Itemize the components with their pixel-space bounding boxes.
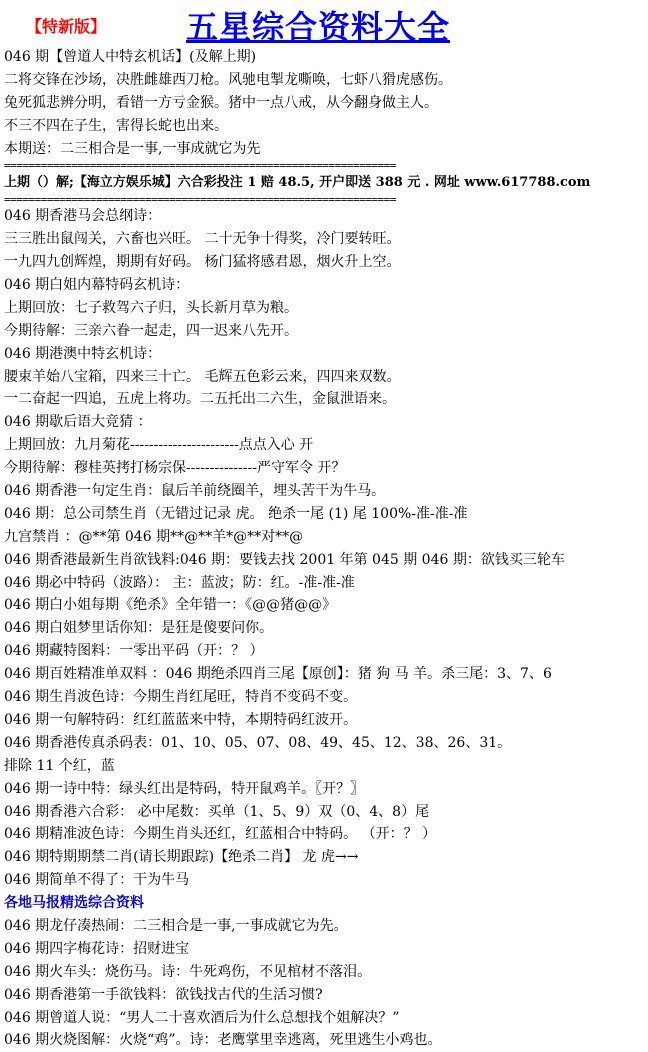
text-line: 046 期特期期禁二肖(请长期跟踪)【绝杀二肖】 龙 虎→→ bbox=[4, 849, 359, 866]
document-body bbox=[4, 46, 648, 1052]
text-line: 046 期曾道人说：“男人二十喜欢酒后为什么总想找个姐解决？” bbox=[4, 1009, 400, 1026]
text-line: 046 期香港传真杀码表：01、10、05、07、08、49、45、12、38、26、31。 bbox=[4, 734, 512, 751]
text-line: 046 期百姓精准单双料 ：046 期绝杀四肖三尾【原创】：猪 狗 马 羊。杀三尾：3、7、6 bbox=[4, 666, 552, 683]
advertisement-line: 上期（）解;【海立方娱乐城】六合彩投注 1 赔 48.5, 开户即送 388 元 . 网址 www.617788.com bbox=[4, 175, 591, 191]
text-line: 046 期：总公司禁生肖（无错过记录 虎。 绝杀一尾 (1) 尾 100%-准-准-准 bbox=[4, 505, 468, 522]
text-line: 今期待解：三亲六眷一起走，四一迟来八先开。 bbox=[4, 322, 298, 339]
page-title: 五星综合资料大全 bbox=[186, 8, 451, 46]
separator-line: ================================================================ bbox=[4, 194, 396, 206]
text-line: 046 期香港一句定生肖：鼠后羊前绕圈羊，埋头苦干为牛马。 bbox=[4, 483, 386, 500]
text-line: 二将交锋在沙场，决胜雌雄西刀枪。风驰电掣龙嘶唤，七虾八猾虎感伤。 bbox=[4, 71, 452, 88]
text-line: 上期回放：九月菊花-----------------------点点入心 开 bbox=[4, 437, 314, 454]
text-line: 046 期一句解特码：红红蓝蓝来中特，本期特码红波开。 bbox=[4, 711, 358, 728]
text-line: 046 期白姐梦里话你知：是狂是傻要问你。 bbox=[4, 620, 274, 637]
text-line: 046 期香港第一手欲钱料：欲钱找古代的生活习惯? bbox=[4, 986, 323, 1003]
text-line: 046 期藏特图料：一零出平码（开：？ ） bbox=[4, 643, 264, 660]
text-line: 三三胜出鼠闯关，六畜也兴旺。 二十无争十得奖，冷门要转旺。 bbox=[4, 231, 401, 248]
text-line: 本期送：二三相合是一事,一事成就它为先 bbox=[4, 140, 261, 157]
text-line: 不三不四在子生，害得长蛇也出来。 bbox=[4, 117, 228, 134]
text-line: 046 期龙仔凑热闹：二三相合是一事,一事成就它为先。 bbox=[4, 917, 348, 934]
text-line: 046 期香港最新生肖欲钱料:046 期：要钱去找 2001 年第 045 期 046 期：欲钱买三轮车 bbox=[4, 551, 565, 568]
text-line: 九宫禁肖 ：@**第 046 期**@**羊*@**对**@ bbox=[4, 528, 304, 545]
text-line: 046 期火烧图解：火烧“鸡”。诗：老鹰掌里幸逃离，死里逃生小鸡也。 bbox=[4, 1032, 442, 1049]
text-line: 046 期简单不得了：干为牛马 bbox=[4, 872, 190, 889]
text-line: 046 期四字梅花诗：招财进宝 bbox=[4, 940, 190, 957]
text-line: 046 期火车头：烧伤马。诗：牛死鸡伤，不见棺材不落泪。 bbox=[4, 963, 372, 980]
text-line: 046 期港澳中特玄机诗： bbox=[4, 345, 162, 362]
text-line: 046 期必中特码（波路）： 主：蓝波；防：红。-准-准-准 bbox=[4, 574, 355, 591]
edition-badge: 【特新版】 bbox=[26, 17, 107, 36]
text-line: 046 期歇后语大竞猜 ： bbox=[4, 414, 152, 431]
text-line: 一二奋起一四追，五虎上将功。二五托出二六生，金鼠泄语来。 bbox=[4, 391, 396, 408]
text-line: 046 期一诗中特：绿头红出是特码，特开鼠鸡羊。〖开？〗 bbox=[4, 780, 365, 797]
text-line: 046 期精准波色诗：今期生肖头还红，红蓝相合中特码。 （开：？ ） bbox=[4, 826, 437, 843]
text-line: 腰束羊始八宝箱，四来三十亡。 毛辉五色彩云来，四四来双数。 bbox=[4, 368, 401, 385]
text-line: 046 期香港马会总纲诗： bbox=[4, 208, 162, 225]
text-line: 兔死狐悲辨分明，看错一方亏金猴。猪中一点八戒，从今翻身做主人。 bbox=[4, 94, 438, 111]
text-line: 上期回放：七子救驾六子归，头长新月草为粮。 bbox=[4, 299, 298, 316]
text-line: 046 期生肖波色诗：今期生肖红尾旺，特肖不变码不变。 bbox=[4, 689, 358, 706]
text-line: 046 期白小姐每期《绝杀》全年错一：《@@猪@@》 bbox=[4, 597, 337, 614]
separator-line: ================================================================ bbox=[4, 160, 396, 172]
text-line: 一九四九创辉煌，期期有好码。 杨门猛将感君恩，烟火升上空。 bbox=[4, 254, 401, 271]
section-heading: 各地马报精选综合资料 bbox=[4, 895, 144, 912]
text-line: 今期待解：穆桂英拷打杨宗保---------------严守军令 开？ bbox=[4, 460, 346, 477]
text-line: 046 期香港六合彩： 必中尾数：买单（1、5、9）双（0、4、8）尾 bbox=[4, 803, 430, 820]
text-line: 排除 11 个红，蓝 bbox=[4, 757, 115, 774]
page-header bbox=[0, 2, 648, 46]
text-line: 046 期白姐内幕特码玄机诗： bbox=[4, 277, 190, 294]
text-line: 046 期【曾道人中特玄机话】(及解上期) bbox=[4, 49, 257, 65]
